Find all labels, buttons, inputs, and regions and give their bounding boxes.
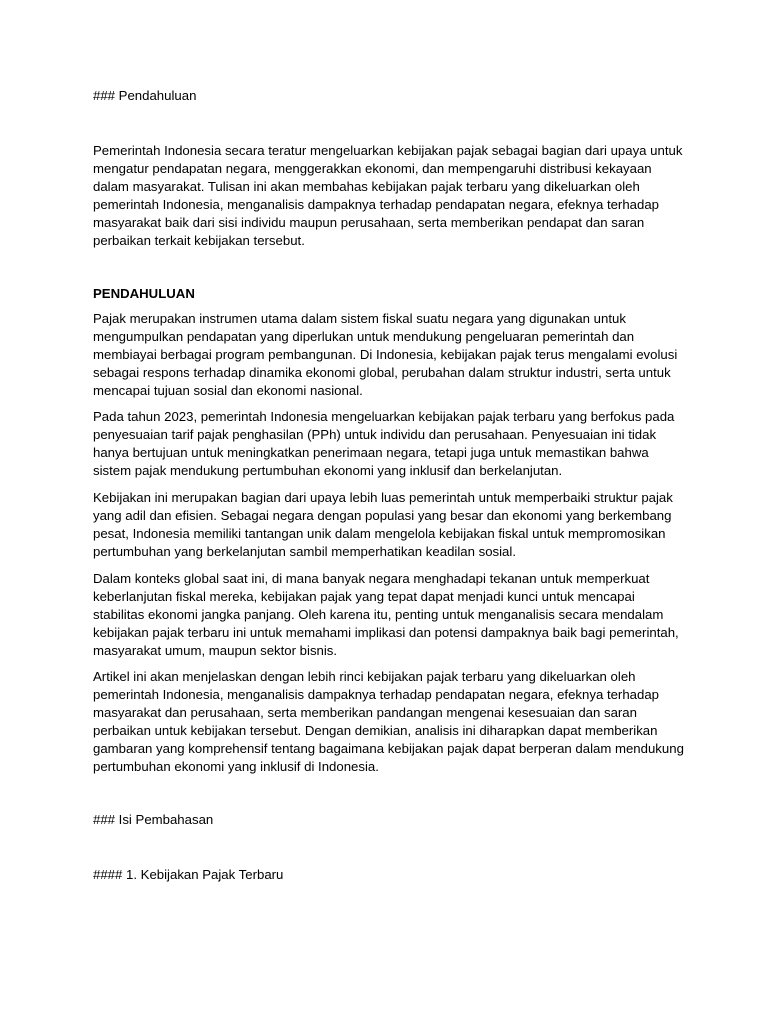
text-line: Pada tahun 2023, pemerintah Indonesia mengeluarkan kebijakan pajak terbaru yang berfokus pada	[93, 409, 675, 424]
text-line: pemerintah Indonesia, menganalisis dampaknya terhadap pendapatan negara, efeknya terhadap	[93, 687, 659, 702]
text-line: masyarakat umum, maupun sektor bisnis.	[93, 643, 338, 658]
text-line: Dalam konteks global saat ini, di mana banyak negara menghadapi tekanan untuk memperkuat	[93, 571, 650, 586]
text-line: keberlanjutan fiskal mereka, kebijakan pajak yang tepat dapat menjadi kunci untuk mencapai	[93, 589, 635, 604]
text-line: mencapai tujuan sosial dan ekonomi nasional.	[93, 383, 363, 398]
text-line: pertumbuhan yang berkelanjutan sambil memperhatikan keadilan sosial.	[93, 544, 516, 559]
heading-pendahuluan	[93, 285, 693, 303]
text-line: masyarakat baik dari sisi individu maupun perusahaan, serta memberikan pendapat dan saran	[93, 215, 645, 230]
text-line: perbaikan untuk kebijakan tersebut. Dengan demikian, analisis ini diharapkan dapat memberikan	[93, 723, 658, 738]
text-line: hanya bertujuan untuk meningkatkan penerimaan negara, tetapi juga untuk memastikan bahwa	[93, 445, 649, 460]
heading-kebijakan-pajak-terbaru	[93, 866, 693, 884]
text-line: Kebijakan ini merupakan bagian dari upaya lebih luas pemerintah untuk memperbaiki struktur pajak	[93, 490, 673, 505]
paragraph-5	[93, 668, 693, 776]
text-line: pertumbuhan ekonomi yang inklusif di Indonesia.	[93, 759, 379, 774]
text-line: pesat, Indonesia memiliki tantangan unik dalam mengelola kebijakan fiskal untuk mempromosikan	[93, 526, 666, 541]
paragraph-2	[93, 408, 693, 480]
text-line: Pajak merupakan instrumen utama dalam sistem fiskal suatu negara yang digunakan untuk	[93, 311, 626, 326]
text-line: perbaikan terkait kebijakan tersebut.	[93, 233, 305, 248]
text-line: yang adil dan efisien. Sebagai negara dengan populasi yang besar dan ekonomi yang berkembang	[93, 508, 672, 523]
text-line: membiayai berbagai program pembangunan. Di Indonesia, kebijakan pajak terus mengalami evolusi	[93, 347, 678, 362]
text-line: masyarakat dan perusahaan, serta memberikan pandangan mengenai kesesuaian dan saran	[93, 705, 637, 720]
paragraph-4	[93, 570, 693, 660]
text-line: stabilitas ekonomi jangka panjang. Oleh karena itu, penting untuk menganalisis secara mendalam	[93, 607, 664, 622]
text-line: pemerintah Indonesia, menganalisis dampaknya terhadap pendapatan negara, efeknya terhadap	[93, 197, 659, 212]
text-line: kebijakan pajak terbaru ini untuk memahami implikasi dan potensi dampaknya baik bagi pemerintah,	[93, 625, 679, 640]
heading-text: ### Pendahuluan	[93, 88, 197, 103]
heading-isi-pembahasan	[93, 811, 693, 829]
text-line: Pemerintah Indonesia secara teratur mengeluarkan kebijakan pajak sebagai bagian dari upaya untuk	[93, 143, 683, 158]
heading-text: ### Isi Pembahasan	[93, 812, 214, 827]
heading-text: PENDAHULUAN	[93, 286, 195, 301]
paragraph-1	[93, 310, 693, 400]
heading-text: #### 1. Kebijakan Pajak Terbaru	[93, 867, 284, 882]
text-line: mengumpulkan pendapatan yang diperlukan untuk mendukung pengeluaran pemerintah dan	[93, 329, 635, 344]
text-line: sebagai respons terhadap dinamika ekonomi global, perubahan dalam struktur industri, serta untuk	[93, 365, 671, 380]
heading-pendahuluan-markdown	[93, 87, 693, 105]
text-line: mengatur pendapatan negara, menggerakkan ekonomi, dan mempengaruhi distribusi kekayaan	[93, 161, 652, 176]
text-line: Artikel ini akan menjelaskan dengan lebih rinci kebijakan pajak terbaru yang dikeluarkan oleh	[93, 669, 636, 684]
text-line: dalam masyarakat. Tulisan ini akan membahas kebijakan pajak terbaru yang dikeluarkan oleh	[93, 179, 640, 194]
text-line: penyesuaian tarif pajak penghasilan (PPh) untuk individu dan perusahaan. Penyesuaian ini tidak	[93, 427, 657, 442]
text-line: gambaran yang komprehensif tentang bagaimana kebijakan pajak dapat berperan dalam mendukung	[93, 741, 684, 756]
intro-paragraph	[93, 142, 693, 250]
text-line: sistem pajak mendukung pertumbuhan ekonomi yang inklusif dan berkelanjutan.	[93, 463, 563, 478]
paragraph-3	[93, 489, 693, 561]
